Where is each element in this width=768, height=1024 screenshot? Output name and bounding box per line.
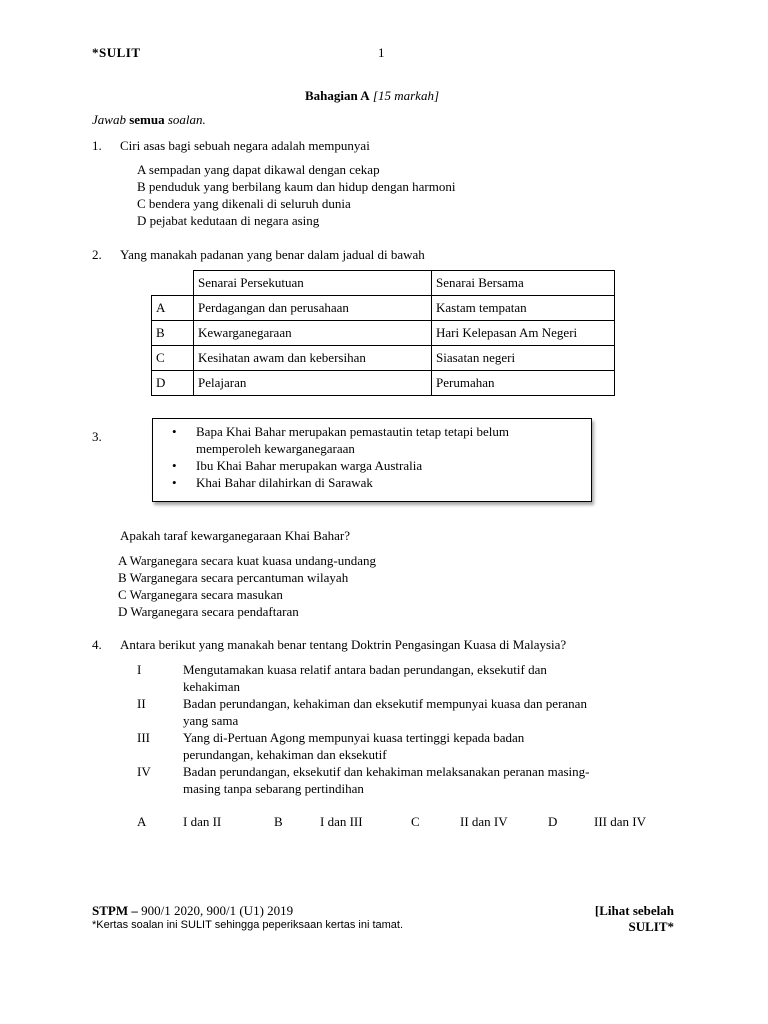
q4-answer-text: II dan IV: [460, 814, 508, 829]
table-header-concurrent: Senarai Bersama: [432, 271, 615, 296]
federal-concurrent-table: [151, 270, 615, 396]
q1-number: 1.: [92, 138, 102, 153]
section-marks: [15 markah]: [372, 88, 440, 103]
instruction-part1: Jawab: [92, 112, 126, 127]
q4-roman: III: [137, 730, 150, 745]
table-row: [152, 346, 615, 371]
bullet-icon: •: [172, 424, 177, 439]
table-row-label: A: [152, 296, 194, 321]
table-cell-concurrent: Hari Kelepasan Am Negeri: [432, 321, 615, 346]
table-cell-concurrent: Kastam tempatan: [432, 296, 615, 321]
q4-number: 4.: [92, 637, 102, 652]
q3-bullet-item: [153, 474, 591, 491]
q4-statement-line2: perundangan, kehakiman dan eksekutif: [183, 747, 387, 762]
table-cell-concurrent: Perumahan: [432, 371, 615, 396]
section-title-bold: Bahagian A: [305, 88, 370, 103]
table-header-federal: Senarai Persekutuan: [194, 271, 432, 296]
q3-number: 3.: [92, 429, 102, 444]
q4-answer-letter: A: [137, 814, 147, 829]
page-number: 1: [378, 45, 385, 60]
q1-option-d: D pejabat kedutaan di negara asing: [137, 213, 320, 228]
table-row: [152, 296, 615, 321]
q4-statement-line1: Badan perundangan, eksekutif dan kehakiman melaksanakan peranan masing-: [183, 764, 590, 779]
footer-codes: 900/1 2020, 900/1 (U1) 2019: [137, 903, 294, 918]
q4-stem: Antara berikut yang manakah benar tentang Doktrin Pengasingan Kuasa di Malaysia?: [120, 637, 567, 652]
q2-number: 2.: [92, 247, 102, 262]
q4-roman: I: [137, 662, 142, 677]
q4-answer-text: I dan III: [320, 814, 363, 829]
bullet-icon: •: [172, 458, 177, 473]
q3-info-box: [152, 418, 592, 502]
q4-answer-letter: C: [411, 814, 420, 829]
q1-stem: Ciri asas bagi sebuah negara adalah mempunyai: [120, 138, 370, 153]
q3-bullet-list: [153, 423, 591, 491]
table-cell-federal: Pelajaran: [194, 371, 432, 396]
table-header-row: [152, 271, 615, 296]
q4-answer-letter: B: [274, 814, 283, 829]
q4-answer-text: III dan IV: [594, 814, 646, 829]
q2-stem: Yang manakah padanan yang benar dalam jadual di bawah: [120, 247, 425, 262]
q4-statement-line1: Yang di-Pertuan Agong mempunyai kuasa tertinggi kepada badan: [183, 730, 525, 745]
instruction-part3: soalan.: [167, 112, 206, 127]
instruction: [92, 111, 206, 128]
table-row: [152, 371, 615, 396]
q3-bullet-item: [153, 423, 591, 457]
q3-option-c: C Warganegara secara masukan: [118, 587, 283, 602]
table-row-label: C: [152, 346, 194, 371]
table-row-label: B: [152, 321, 194, 346]
section-title: [305, 87, 439, 104]
q3-bullet-line1: Bapa Khai Bahar merupakan pemastautin tetap tetapi belum: [196, 424, 509, 439]
q3-bullet-text: Khai Bahar dilahirkan di Sarawak: [196, 475, 373, 490]
footer-note: *Kertas soalan ini SULIT sehingga peperiksaan kertas ini tamat.: [92, 919, 404, 931]
q1-option-b: B penduduk yang berbilang kaum dan hidup dengan harmoni: [137, 179, 456, 194]
table-cell-federal: Perdagangan dan perusahaan: [194, 296, 432, 321]
confidential-label: *SULIT: [92, 45, 141, 60]
q3-bullet-text: Ibu Khai Bahar merupakan warga Australia: [196, 458, 423, 473]
q3-bullet-line2: memperoleh kewarganegaraan: [196, 441, 355, 456]
q3-option-a: A Warganegara secara kuat kuasa undang-undang: [118, 553, 377, 568]
table-row-label: D: [152, 371, 194, 396]
table-row: [152, 321, 615, 346]
bullet-icon: •: [172, 475, 177, 490]
footer-stpm: STPM –: [92, 903, 138, 918]
table-cell-concurrent: Siasatan negeri: [432, 346, 615, 371]
q4-roman: IV: [137, 764, 151, 779]
table-cell-federal: Kewarganegaraan: [194, 321, 432, 346]
q1-option-a: A sempadan yang dapat dikawal dengan cekap: [137, 162, 380, 177]
q3-option-d: D Warganegara secara pendaftaran: [118, 604, 299, 619]
q4-answer-letter: D: [548, 814, 558, 829]
footer-paper-code: [92, 902, 293, 919]
q4-answer-text: I dan II: [183, 814, 222, 829]
q3-option-b: B Warganegara secara percantuman wilayah: [118, 570, 349, 585]
q1-option-c: C bendera yang dikenali di seluruh dunia: [137, 196, 351, 211]
instruction-part2: semua: [129, 112, 165, 127]
q4-statement-line2: yang sama: [183, 713, 239, 728]
q4-statement-line2: kehakiman: [183, 679, 241, 694]
q3-bullet-item: [153, 457, 591, 474]
table-header-blank: [152, 271, 194, 296]
q4-statement-line2: masing tanpa sebarang pertindihan: [183, 781, 364, 796]
q4-statement-line1: Mengutamakan kuasa relatif antara badan perundangan, eksekutif dan: [183, 662, 547, 677]
q4-roman: II: [137, 696, 146, 711]
q3-stem: Apakah taraf kewarganegaraan Khai Bahar?: [120, 528, 351, 543]
footer-see-overleaf: [Lihat sebelah: [594, 903, 674, 918]
q4-statement-line1: Badan perundangan, kehakiman dan eksekutif mempunyai kuasa dan peranan: [183, 696, 587, 711]
table-cell-federal: Kesihatan awam dan kebersihan: [194, 346, 432, 371]
footer-confidential: SULIT*: [628, 919, 674, 934]
